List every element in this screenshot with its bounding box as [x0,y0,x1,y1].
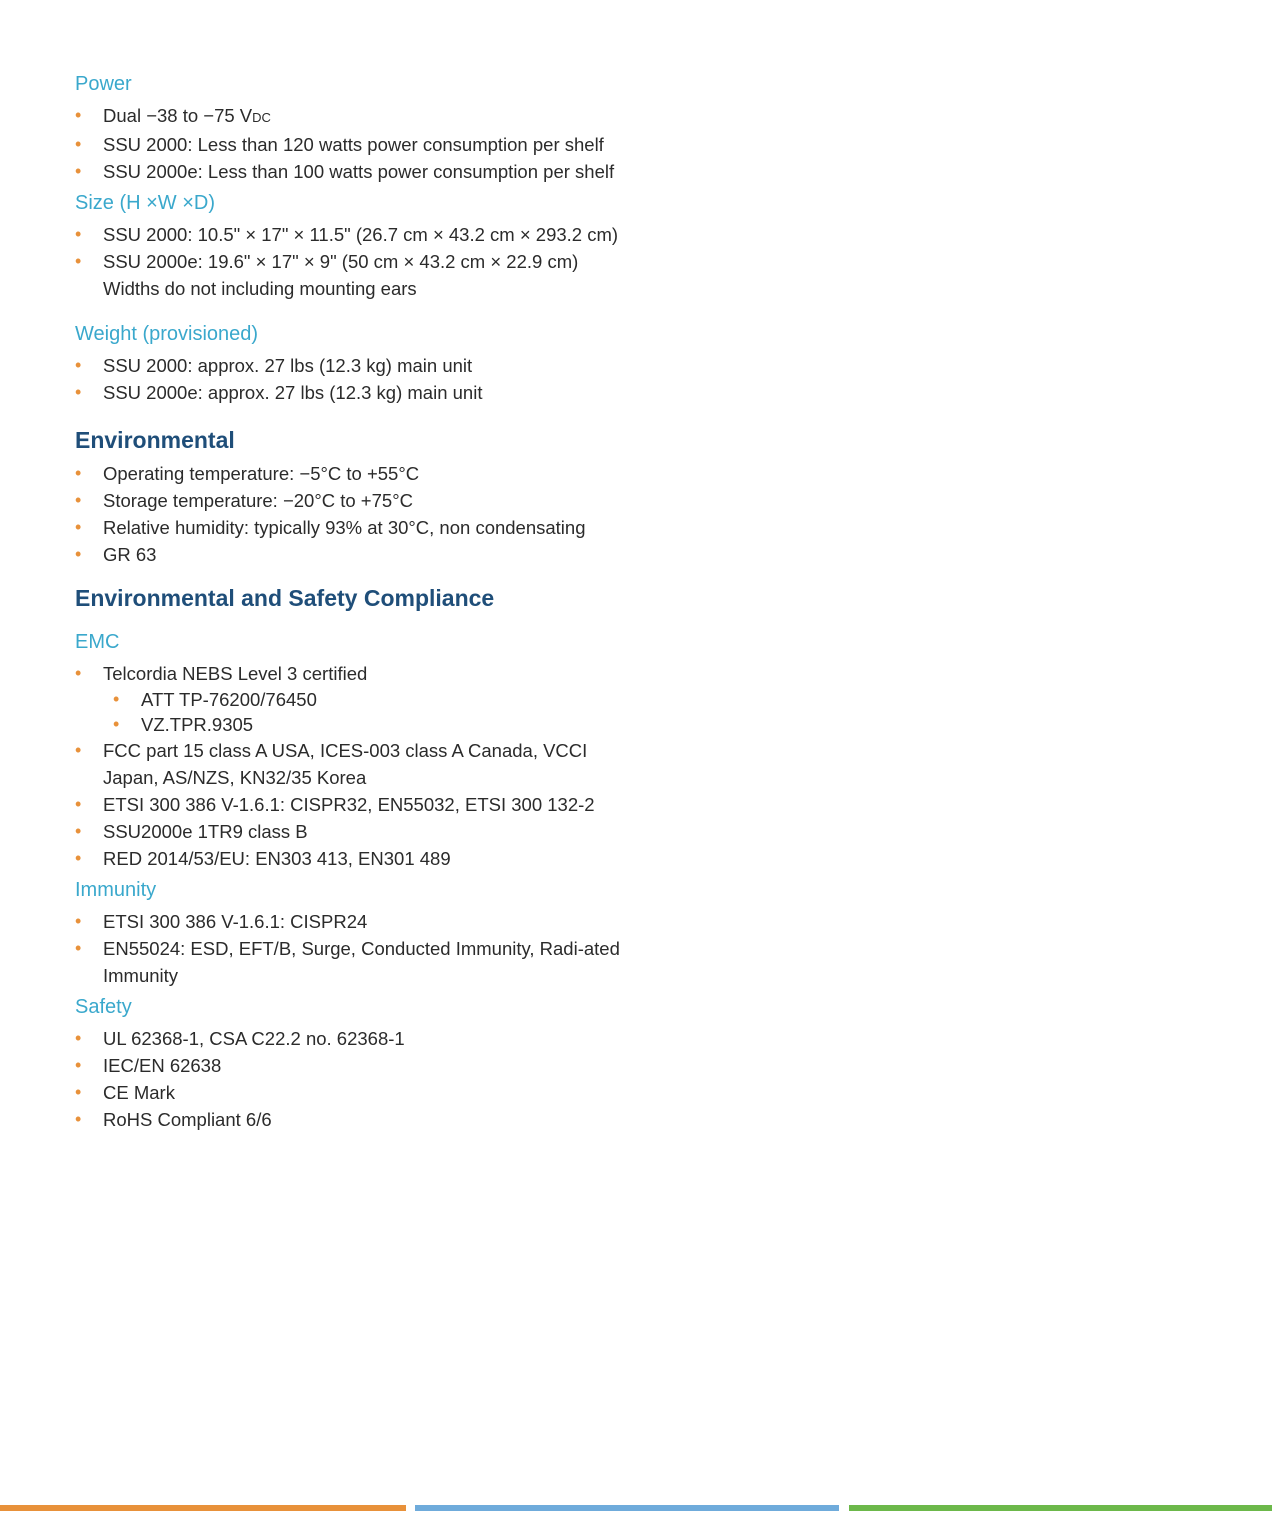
list-item: • EN55024: ESD, EFT/B, Surge, Conducted Immunity, Radi-ated Immunity [75,935,635,989]
weight-heading: Weight (provisioned) [75,323,259,345]
power-heading: Power [75,73,132,95]
list-item: • ETSI 300 386 V-1.6.1: CISPR24 [75,908,635,935]
list-item [75,102,635,131]
safety-list [75,1025,635,1133]
emc-nebs-text: Telcordia NEBS Level 3 certified [103,663,368,684]
spec-content [75,70,635,1133]
list-item: • SSU 2000e: approx. 27 lbs (12.3 kg) main unit [75,379,635,406]
sub-list-item: • VZ.TPR.9305 [103,712,635,737]
environmental-list [75,460,635,568]
size-list [75,221,635,302]
list-item: • Storage temperature: −20°C to +75°C [75,487,635,514]
list-item: • Operating temperature: −5°C to +55°C [75,460,635,487]
list-item: • CE Mark [75,1079,635,1106]
footer-bar-blue [415,1505,839,1511]
list-item: • SSU2000e 1TR9 class B [75,818,635,845]
footer-bar-green [849,1505,1272,1511]
list-item: • SSU 2000: 10.5" × 17" × 11.5" (26.7 cm × 43.2 cm × 293.2 cm) [75,221,635,248]
compliance-heading: Environmental and Safety Compliance [75,585,495,611]
immunity-list [75,908,635,989]
sub-list-item: • ATT TP-76200/76450 [103,687,635,712]
emc-sub-list [103,687,635,737]
list-item: • SSU 2000: approx. 27 lbs (12.3 kg) main unit [75,352,635,379]
list-item: • SSU 2000: Less than 120 watts power consumption per shelf [75,131,635,158]
list-item: • GR 63 [75,541,635,568]
emc-list [75,660,635,872]
list-item: • UL 62368-1, CSA C22.2 no. 62368-1 [75,1025,635,1052]
list-item: • SSU 2000e: Less than 100 watts power consumption per shelf [75,158,635,185]
list-item: • FCC part 15 class A USA, ICES-003 class A Canada, VCCI Japan, AS/NZS, KN32/35 Korea [75,737,635,791]
list-item: • IEC/EN 62638 [75,1052,635,1079]
list-item: • SSU 2000e: 19.6" × 17" × 9" (50 cm × 43.2 cm × 22.9 cm) Widths do not including mounting ears [75,248,635,302]
list-item [75,660,635,737]
list-item: • RED 2014/53/EU: EN303 413, EN301 489 [75,845,635,872]
power-list [75,102,635,185]
environmental-heading: Environmental [75,427,235,453]
size-heading: Size (H ×W ×D) [75,192,216,214]
list-item: • ETSI 300 386 V-1.6.1: CISPR32, EN55032, ETSI 300 132-2 [75,791,635,818]
footer-bar-orange [0,1505,406,1511]
weight-list [75,352,635,406]
list-item: • RoHS Compliant 6/6 [75,1106,635,1133]
safety-heading: Safety [75,996,132,1018]
power-voltage-unit: DC [252,110,271,125]
list-item: • Relative humidity: typically 93% at 30°C, non condensating [75,514,635,541]
immunity-heading: Immunity [75,879,157,901]
power-voltage-text: Dual −38 to −75 V [103,105,253,126]
emc-heading: EMC [75,631,120,653]
